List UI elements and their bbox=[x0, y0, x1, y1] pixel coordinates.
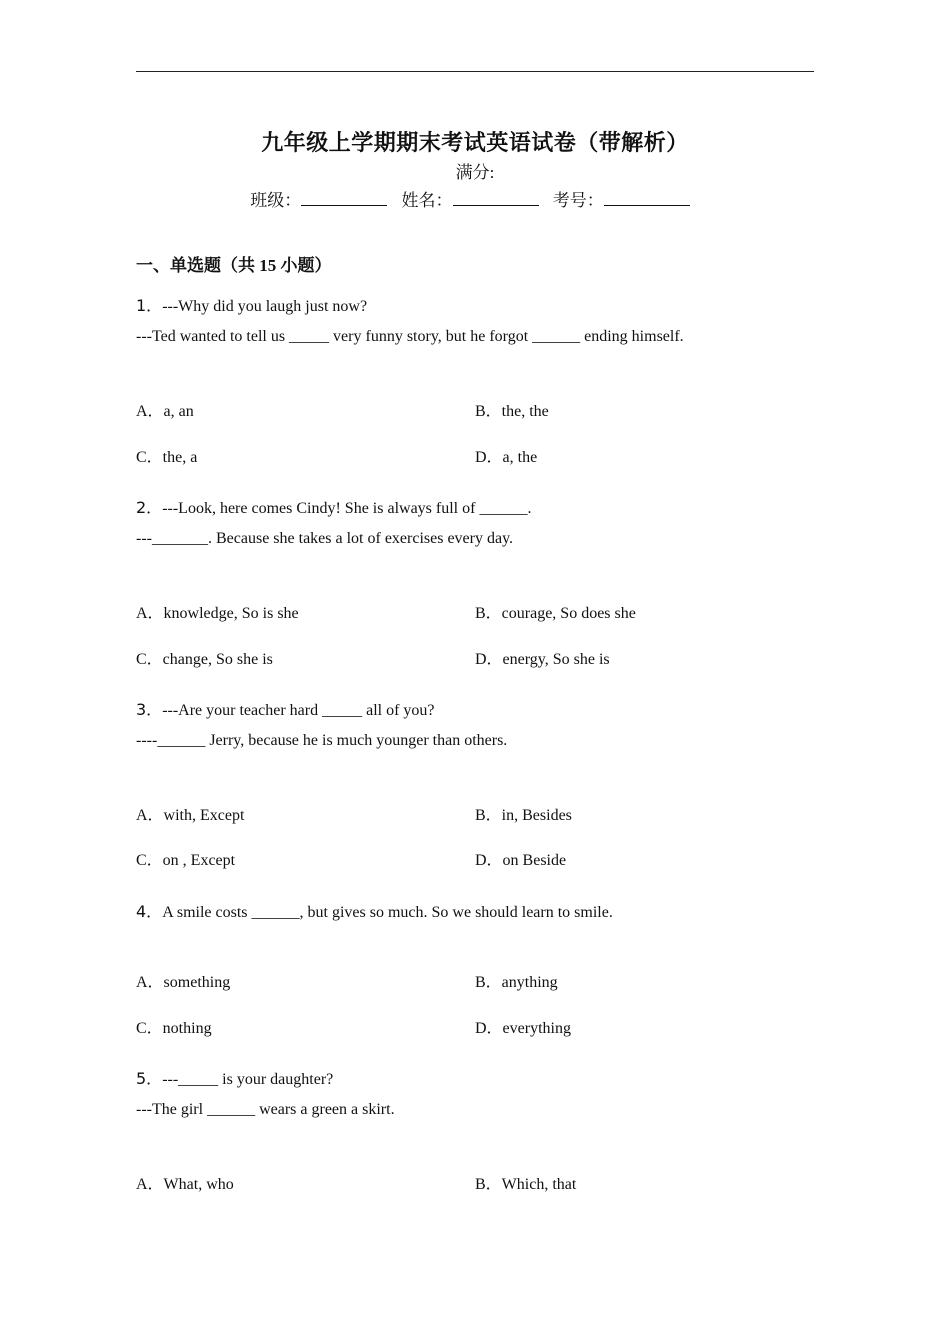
student-info-line bbox=[0, 186, 950, 211]
option-b: B．Which, that bbox=[475, 1176, 577, 1193]
question-number: 1． bbox=[136, 296, 163, 315]
question-stem-line2: ---_______. Because she takes a lot of exercises every day. bbox=[136, 530, 514, 547]
option-a: A．a, an bbox=[136, 403, 194, 420]
question-stem-line2: ---The girl ______ wears a green a skirt. bbox=[136, 1101, 395, 1118]
question-stem bbox=[136, 899, 613, 922]
header-rule bbox=[136, 71, 814, 72]
option-d: D．energy, So she is bbox=[475, 651, 610, 668]
question-text: ---Look, here comes Cindy! She is always full of ______. bbox=[162, 500, 532, 517]
question-text: ---Are your teacher hard _____ all of you? bbox=[162, 702, 435, 719]
option-d: D．everything bbox=[475, 1020, 571, 1037]
question-stem-line2: ----______ Jerry, because he is much younger than others. bbox=[136, 732, 508, 749]
class-blank[interactable] bbox=[301, 191, 387, 206]
question-stem bbox=[136, 293, 367, 316]
option-a: A．What, who bbox=[136, 1176, 234, 1193]
question-number: 2． bbox=[136, 498, 163, 517]
option-d: D．on Beside bbox=[475, 852, 567, 869]
class-label: 班级： bbox=[250, 191, 302, 210]
section-title: 一、单选题（共 15 小题） bbox=[136, 256, 332, 275]
option-c: C．on , Except bbox=[136, 852, 236, 869]
question-text: ---_____ is your daughter? bbox=[162, 1071, 334, 1088]
option-d: D．a, the bbox=[475, 449, 538, 466]
option-a: A．knowledge, So is she bbox=[136, 605, 299, 622]
option-b: B．anything bbox=[475, 974, 558, 991]
option-b: B．courage, So does she bbox=[475, 605, 636, 622]
name-label: 姓名： bbox=[401, 191, 453, 210]
option-c: C．nothing bbox=[136, 1020, 212, 1037]
question-stem bbox=[136, 1066, 333, 1089]
question-stem bbox=[136, 495, 531, 518]
option-b: B．the, the bbox=[475, 403, 549, 420]
option-c: C．change, So she is bbox=[136, 651, 273, 668]
page-title: 九年级上学期期末考试英语试卷（带解析） bbox=[261, 130, 689, 155]
score-label: 满分: bbox=[455, 163, 495, 182]
question-text: A smile costs ______, but gives so much. So we should learn to smile. bbox=[162, 904, 613, 921]
name-blank[interactable] bbox=[453, 191, 539, 206]
question-number: 5． bbox=[136, 1069, 163, 1088]
question-number: 4． bbox=[136, 902, 163, 921]
id-blank[interactable] bbox=[604, 191, 690, 206]
question-number: 3． bbox=[136, 700, 163, 719]
option-a: A．something bbox=[136, 974, 231, 991]
option-b: B．in, Besides bbox=[475, 807, 572, 824]
question-stem-line2: ---Ted wanted to tell us _____ very funny story, but he forgot ______ ending himself. bbox=[136, 328, 684, 345]
option-a: A．with, Except bbox=[136, 807, 245, 824]
id-label: 考号： bbox=[552, 191, 604, 210]
question-text: ---Why did you laugh just now? bbox=[162, 298, 368, 315]
option-c: C．the, a bbox=[136, 449, 198, 466]
question-stem bbox=[136, 697, 435, 720]
